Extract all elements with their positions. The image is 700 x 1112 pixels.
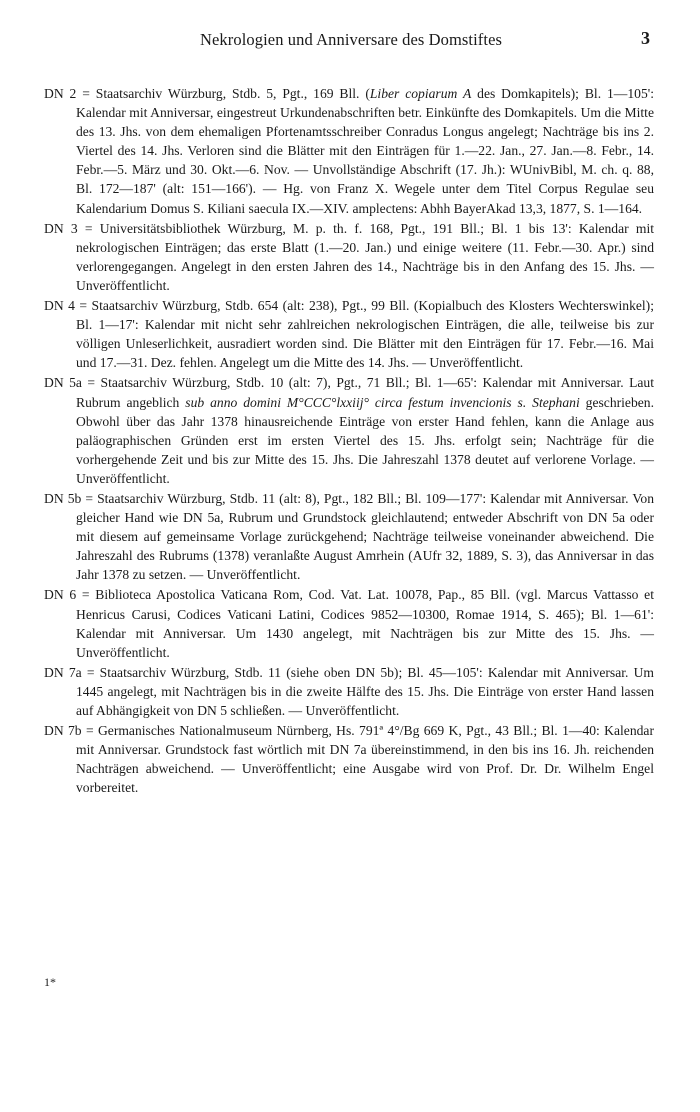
entry-dn-5b: DN 5b = Staatsarchiv Würzburg, Stdb. 11 (alt: 8), Pgt., 182 Bll.; Bl. 109—177': Kalendar mit Anniversar. Von gleicher Hand wie DN 5a, Rubrum und Grundstock gleichlautend; entweder Abschrift von DN 5a oder mit diesem auf gemeinsame Vorlage zurückgehend; Nachträge teilweise voneinander abweichend. Die Jahreszahl des Rubrums (1378) veranlaßte August Amrhein (AUfr 32, 1889, S. 3), das Anniversar in das Jahr 1378 zu setzen. — Unveröffentlicht. (44, 490, 654, 583)
entry-italic: sub anno domini M°CCC°lxxiij° circa festum invencionis s. Stephani (185, 394, 580, 410)
entry-dn-5a: DN 5a = Staatsarchiv Würzburg, Stdb. 10 (alt: 7), Pgt., 71 Bll.; Bl. 1—65': Kalendar mit Anniversar. Laut Rubrum angeblich sub anno domini M°CCC°lxxiij° circa festum invencionis s. Stephani geschrieben. Obwohl über das Jahr 1378 hinausreichende Einträge von erster Hand fehlen, kann die Anlage aus paläographischen Gründen erst im ersten Viertel des 15. Jhs. erfolgt sein; Nachträge für die vorhergehende Zeit und bis zur Mitte des 15. Jhs. Die Jahreszahl 1378 deutet auf verlorene Vorlage. — Unveröffentlicht. (44, 375, 654, 486)
page-body (44, 84, 654, 798)
entry-dn-7b: DN 7b = Germanisches Nationalmuseum Nürnberg, Hs. 791ª 4°/Bg 669 K, Pgt., 43 Bll.; Bl. 1—40: Kalendar mit Anniversar. Grundstock fast wörtlich mit DN 7a übereinstimmend, in den bis ins 16. Jh. reichenden Nachträgen abweichend. — Unveröffentlicht; eine Ausgabe wird von Prof. Dr. Dr. Wilhelm Engel vorbereitet. (44, 723, 654, 796)
entry-dn-3: DN 3 = Universitätsbibliothek Würzburg, M. p. th. f. 168, Pgt., 191 Bll.; Bl. 1 bis 13': Kalendar mit nekrologischen Einträgen; das erste Blatt (1.—20. Jan.) und einige weitere (11. Febr.—30. Apr.) sind verlorengegangen. Angelegt in den ersten Jahren des 14., Nachträge bis in den Anfang des 15. Jhs. — Unveröffentlicht. (44, 220, 654, 293)
entry-italic: Liber copiarum A (369, 86, 472, 101)
page-number: 3 (641, 28, 650, 48)
running-title: Nekrologien und Anniversare des Domstiftes (199, 30, 503, 49)
signature-mark: 1* (44, 975, 56, 989)
running-header (52, 26, 650, 52)
entry-dn-6: DN 6 = Biblioteca Apostolica Vaticana Rom, Cod. Vat. Lat. 10078, Pap., 85 Bll. (vgl. Marcus Vattasso et Henricus Carusi, Codices Vaticani Latini, Codices 9852—10300, Romae 1914, S. 465); Bl. 1—61': Kalendar mit Anniversar. Um 1430 angelegt, mit Nachträgen bis zur Mitte des 15. Jhs. — Unveröffentlicht. (44, 587, 654, 660)
entry-dn-7a: DN 7a = Staatsarchiv Würzburg, Stdb. 11 (siehe oben DN 5b); Bl. 45—105': Kalendar mit Anniversar. Um 1445 angelegt, mit Nachträgen bis in die zweite Hälfte des 15. Jhs. Die Einträge von erster Hand lassen auf Abhängigkeit von DN 5 schließen. — Unveröffentlicht. (44, 664, 654, 718)
entry-dn-4: DN 4 = Staatsarchiv Würzburg, Stdb. 654 (alt: 238), Pgt., 99 Bll. (Kopialbuch des Klosters Wechterswinkel); Bl. 1—17': Kalendar mit nicht sehr zahlreichen nekrologischen Einträgen, die alle, teilweise bis zur völligen Unleserlichkeit, ausradiert worden sind. Die Blätter mit den Einträgen für 17. Febr.—16. Mai und 17.—31. Dez. fehlen. Angelegt um die Mitte des 14. Jhs. — Unveröffentlicht. (44, 298, 654, 371)
entry-dn-2: DN 2 = Staatsarchiv Würzburg, Stdb. 5, Pgt., 169 Bll. (Liber copiarum A des Domkapitels); Bl. 1—105': Kalendar mit Anniversar, eingestreut Urkundenabschriften betr. Einkünfte des Domkapitels. Um die Mitte des 13. Jhs. von dem ehemaligen Pfortenamtsschreiber Conradus Longus angelegt; Nachträge bis ins 2. Viertel des 14. Jhs. Verloren sind die Blätter mit den Einträgen für 1.—22. Jan., 27. Jan.—8. Febr., 14. Febr.—5. März und 30. Okt.—6. Nov. — Unvollständige Abschrift (17. Jh.): WUnivBibl, M. ch. q. 88, Bl. 172—187' (alt: 151—166'). — Hg. von Franz X. Wegele unter dem Titel Corpus Regulae seu Kalendarium Domus S. Kiliani saecula IX.—XIV. amplectens: Abhh BayerAkad 13,3, 1877, S. 1—164. (44, 86, 654, 216)
